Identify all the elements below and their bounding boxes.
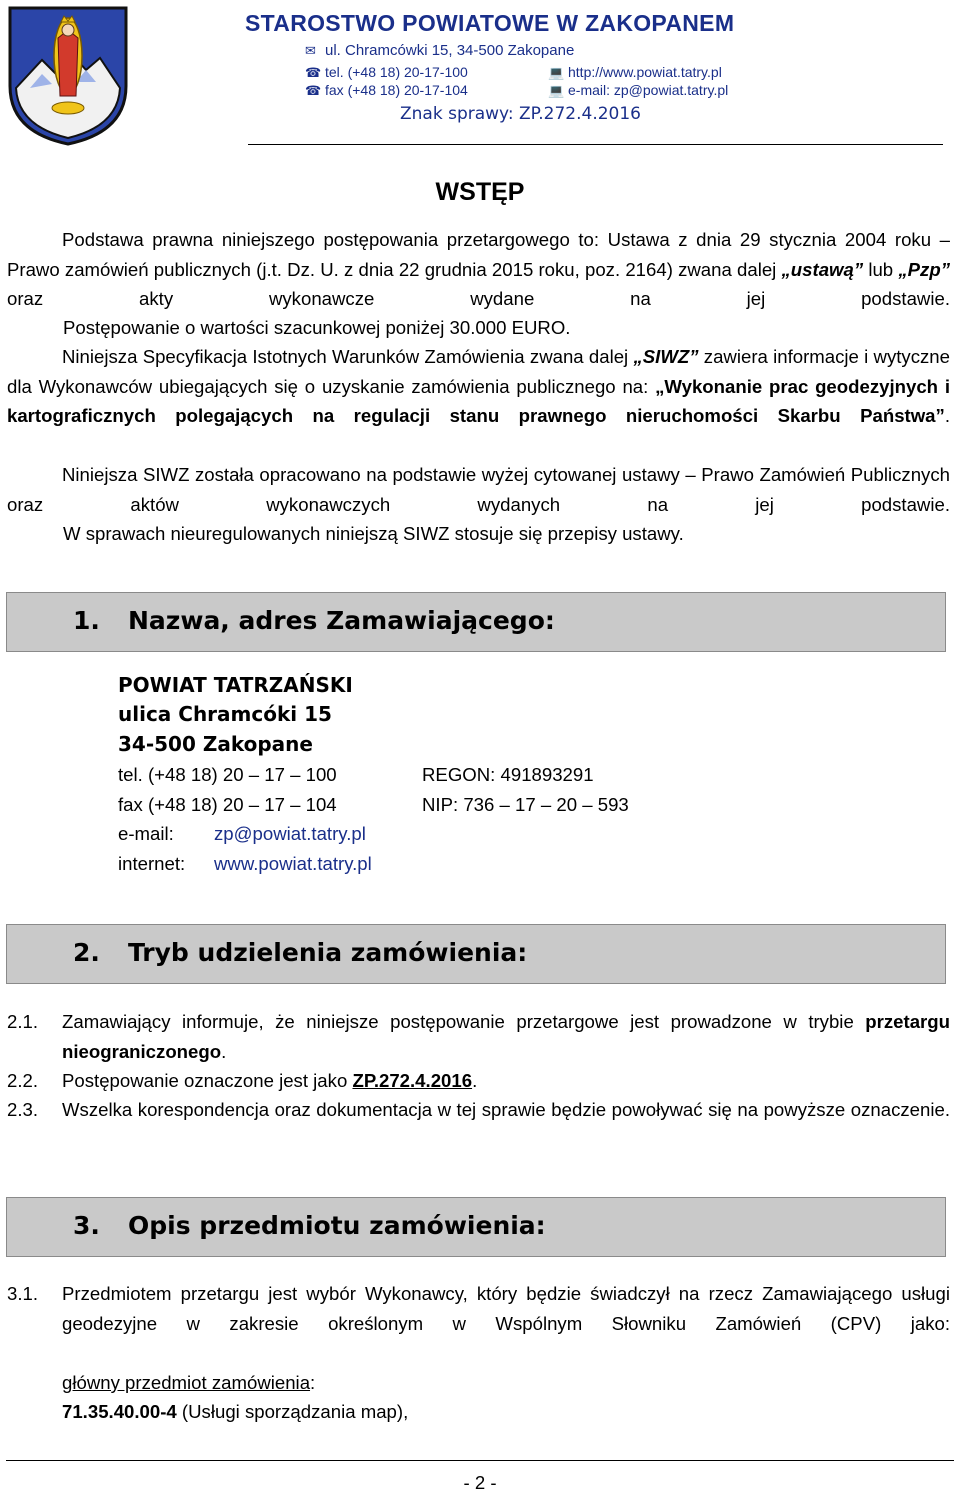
intro-term-ustawa: „ustawą”: [781, 258, 864, 280]
section-1-header: [6, 592, 946, 652]
procedure-type: przetargu nieograniczonego: [62, 1011, 950, 1062]
office-website[interactable]: [548, 64, 722, 81]
buyer-website-link[interactable]: www.powiat.tatry.pl: [214, 853, 372, 874]
cpv-description: (Usługi sporządzania map),: [176, 1401, 409, 1422]
intro-paragraph-3: [7, 342, 950, 431]
computer-icon: 💻: [548, 65, 565, 80]
intro-p1-end: oraz akty wykonawcze wydane na jej podstawie.: [7, 288, 950, 309]
intro-heading: WSTĘP: [435, 178, 525, 206]
intro-paragraph-2: Postępowanie o wartości szacunkowej poniżej 30.000 EURO.: [63, 317, 571, 338]
item-2-1-text: [62, 1007, 950, 1066]
intro-paragraph-1: [7, 225, 950, 314]
buyer-tel: tel. (+48 18) 20 – 17 – 100: [118, 764, 337, 785]
buyer-regon: REGON: 491893291: [422, 764, 594, 785]
office-fax: [305, 82, 468, 99]
office-email-text[interactable]: e-mail: zp@powiat.tatry.pl: [568, 82, 729, 98]
header-divider: [248, 144, 943, 145]
section-2-header: [6, 924, 946, 984]
section-3-title: Opis przedmiotu zamówienia:: [128, 1211, 546, 1240]
section-1-title: Nazwa, adres Zamawiającego:: [128, 606, 555, 635]
office-address: [305, 42, 574, 59]
contract-title: „Wykonanie prac geodezyjnych i kartograficznych polegających na regulacji stanu prawnego nieruchomości Skarbu Państwa”: [7, 375, 950, 426]
intro-term-pzp: „Pzp”: [898, 258, 950, 280]
case-number: Znak sprawy: ZP.272.4.2016: [400, 104, 641, 124]
section-2-number: 2.: [73, 938, 100, 967]
item-2-1-text-a: Zamawiający informuje, że niniejsze postępowanie przetargowe jest prowadzone w trybie: [62, 1011, 866, 1032]
item-2-1-text-c: .: [221, 1040, 227, 1062]
main-subject-label: główny przedmiot zamówienia: [62, 1372, 311, 1393]
office-tel-text: tel. (+48 18) 20-17-100: [325, 64, 468, 80]
item-2-3-number: 2.3.: [7, 1099, 39, 1120]
office-fax-text: fax (+48 18) 20-17-104: [325, 82, 468, 98]
buyer-name: POWIAT TATRZAŃSKI: [118, 673, 353, 697]
intro-p1-or: lub: [863, 258, 899, 280]
section-2-title: Tryb udzielenia zamówienia:: [128, 938, 528, 967]
phone-icon: ☎: [305, 83, 322, 98]
buyer-email-label: e-mail:: [118, 823, 174, 844]
section-3-number: 3.: [73, 1211, 100, 1240]
intro-p1-text: Podstawa prawna niniejszego postępowania przetargowego to: Ustawa z dnia 29 stycznia 2004 roku – Prawo zamówień publicznych (j.t. Dz. U. z dnia 22 grudnia 2015 roku, poz. 2164) zwana dalej: [7, 229, 950, 280]
item-3-1-text: Przedmiotem przetargu jest wybór Wykonawcy, który będzie świadczył na rzecz Zamawiającego usługi geodezyjne w zakresie określonym w Wspólnym Słowniku Zamówień (CPV) jako:: [62, 1283, 950, 1334]
phone-icon: ☎: [305, 65, 322, 80]
item-2-2-text-a: Postępowanie oznaczone jest jako: [62, 1070, 353, 1091]
main-subject-line: [62, 1368, 950, 1398]
intro-p4-text: Niniejsza SIWZ została opracowano na podstawie wyżej cytowanej ustawy – Prawo Zamówień Publicznych oraz aktów wykonawczych wydanych na jej podstawie.: [7, 464, 950, 515]
section-1-number: 1.: [73, 606, 100, 635]
office-name: STAROSTWO POWIATOWE W ZAKOPANEM: [245, 10, 735, 36]
envelope-icon: ✉: [305, 43, 316, 58]
item-2-3-text: Wszelka korespondencja oraz dokumentacja w tej sprawie będzie powoływać się na powyższe oznaczenie.: [62, 1099, 950, 1120]
buyer-email-link[interactable]: zp@powiat.tatry.pl: [214, 823, 366, 844]
intro-p3-end: .: [944, 405, 950, 426]
buyer-internet-label: internet:: [118, 853, 186, 874]
main-subject-colon: :: [310, 1372, 316, 1393]
item-2-2-text: [62, 1066, 950, 1096]
item-2-2-number: 2.2.: [7, 1070, 39, 1091]
cpv-line: [62, 1397, 950, 1427]
item-3-1-number: 3.1.: [7, 1283, 39, 1304]
intro-p3-text: Niniejsza Specyfikacja Istotnych Warunków Zamówienia zwana dalej: [62, 346, 634, 367]
intro-p3-text-2: zawiera informacje i wytyczne dla Wykonawców ubiegających się o uzyskanie zamówienia publicznego na:: [7, 346, 950, 397]
office-tel: [305, 64, 468, 81]
buyer-nip: NIP: 736 – 17 – 20 – 593: [422, 794, 629, 815]
section-3-header: [6, 1197, 946, 1257]
office-address-text: ul. Chramcówki 15, 34-500 Zakopane: [325, 42, 575, 59]
intro-term-siwz: „SIWZ”: [633, 346, 699, 367]
office-website-text[interactable]: http://www.powiat.tatry.pl: [568, 64, 722, 80]
computer-icon: 💻: [548, 83, 565, 98]
buyer-street: ulica Chramcóki 15: [118, 702, 332, 726]
intro-paragraph-4: [7, 460, 950, 519]
coat-of-arms-logo: [6, 4, 130, 146]
buyer-city: 34-500 Zakopane: [118, 732, 313, 756]
page-number: - 2 -: [463, 1472, 497, 1493]
item-2-1-number: 2.1.: [7, 1011, 39, 1032]
cpv-code: 71.35.40.00-4: [62, 1401, 177, 1422]
item-2-2-text-c: .: [472, 1070, 478, 1091]
procedure-reference: ZP.272.4.2016: [352, 1070, 473, 1091]
buyer-fax: fax (+48 18) 20 – 17 – 104: [118, 794, 337, 815]
office-email[interactable]: [548, 82, 728, 99]
footer-divider: [6, 1460, 954, 1461]
intro-paragraph-5: W sprawach nieuregulowanych niniejszą SIWZ stosuje się przepisy ustawy.: [63, 523, 684, 544]
